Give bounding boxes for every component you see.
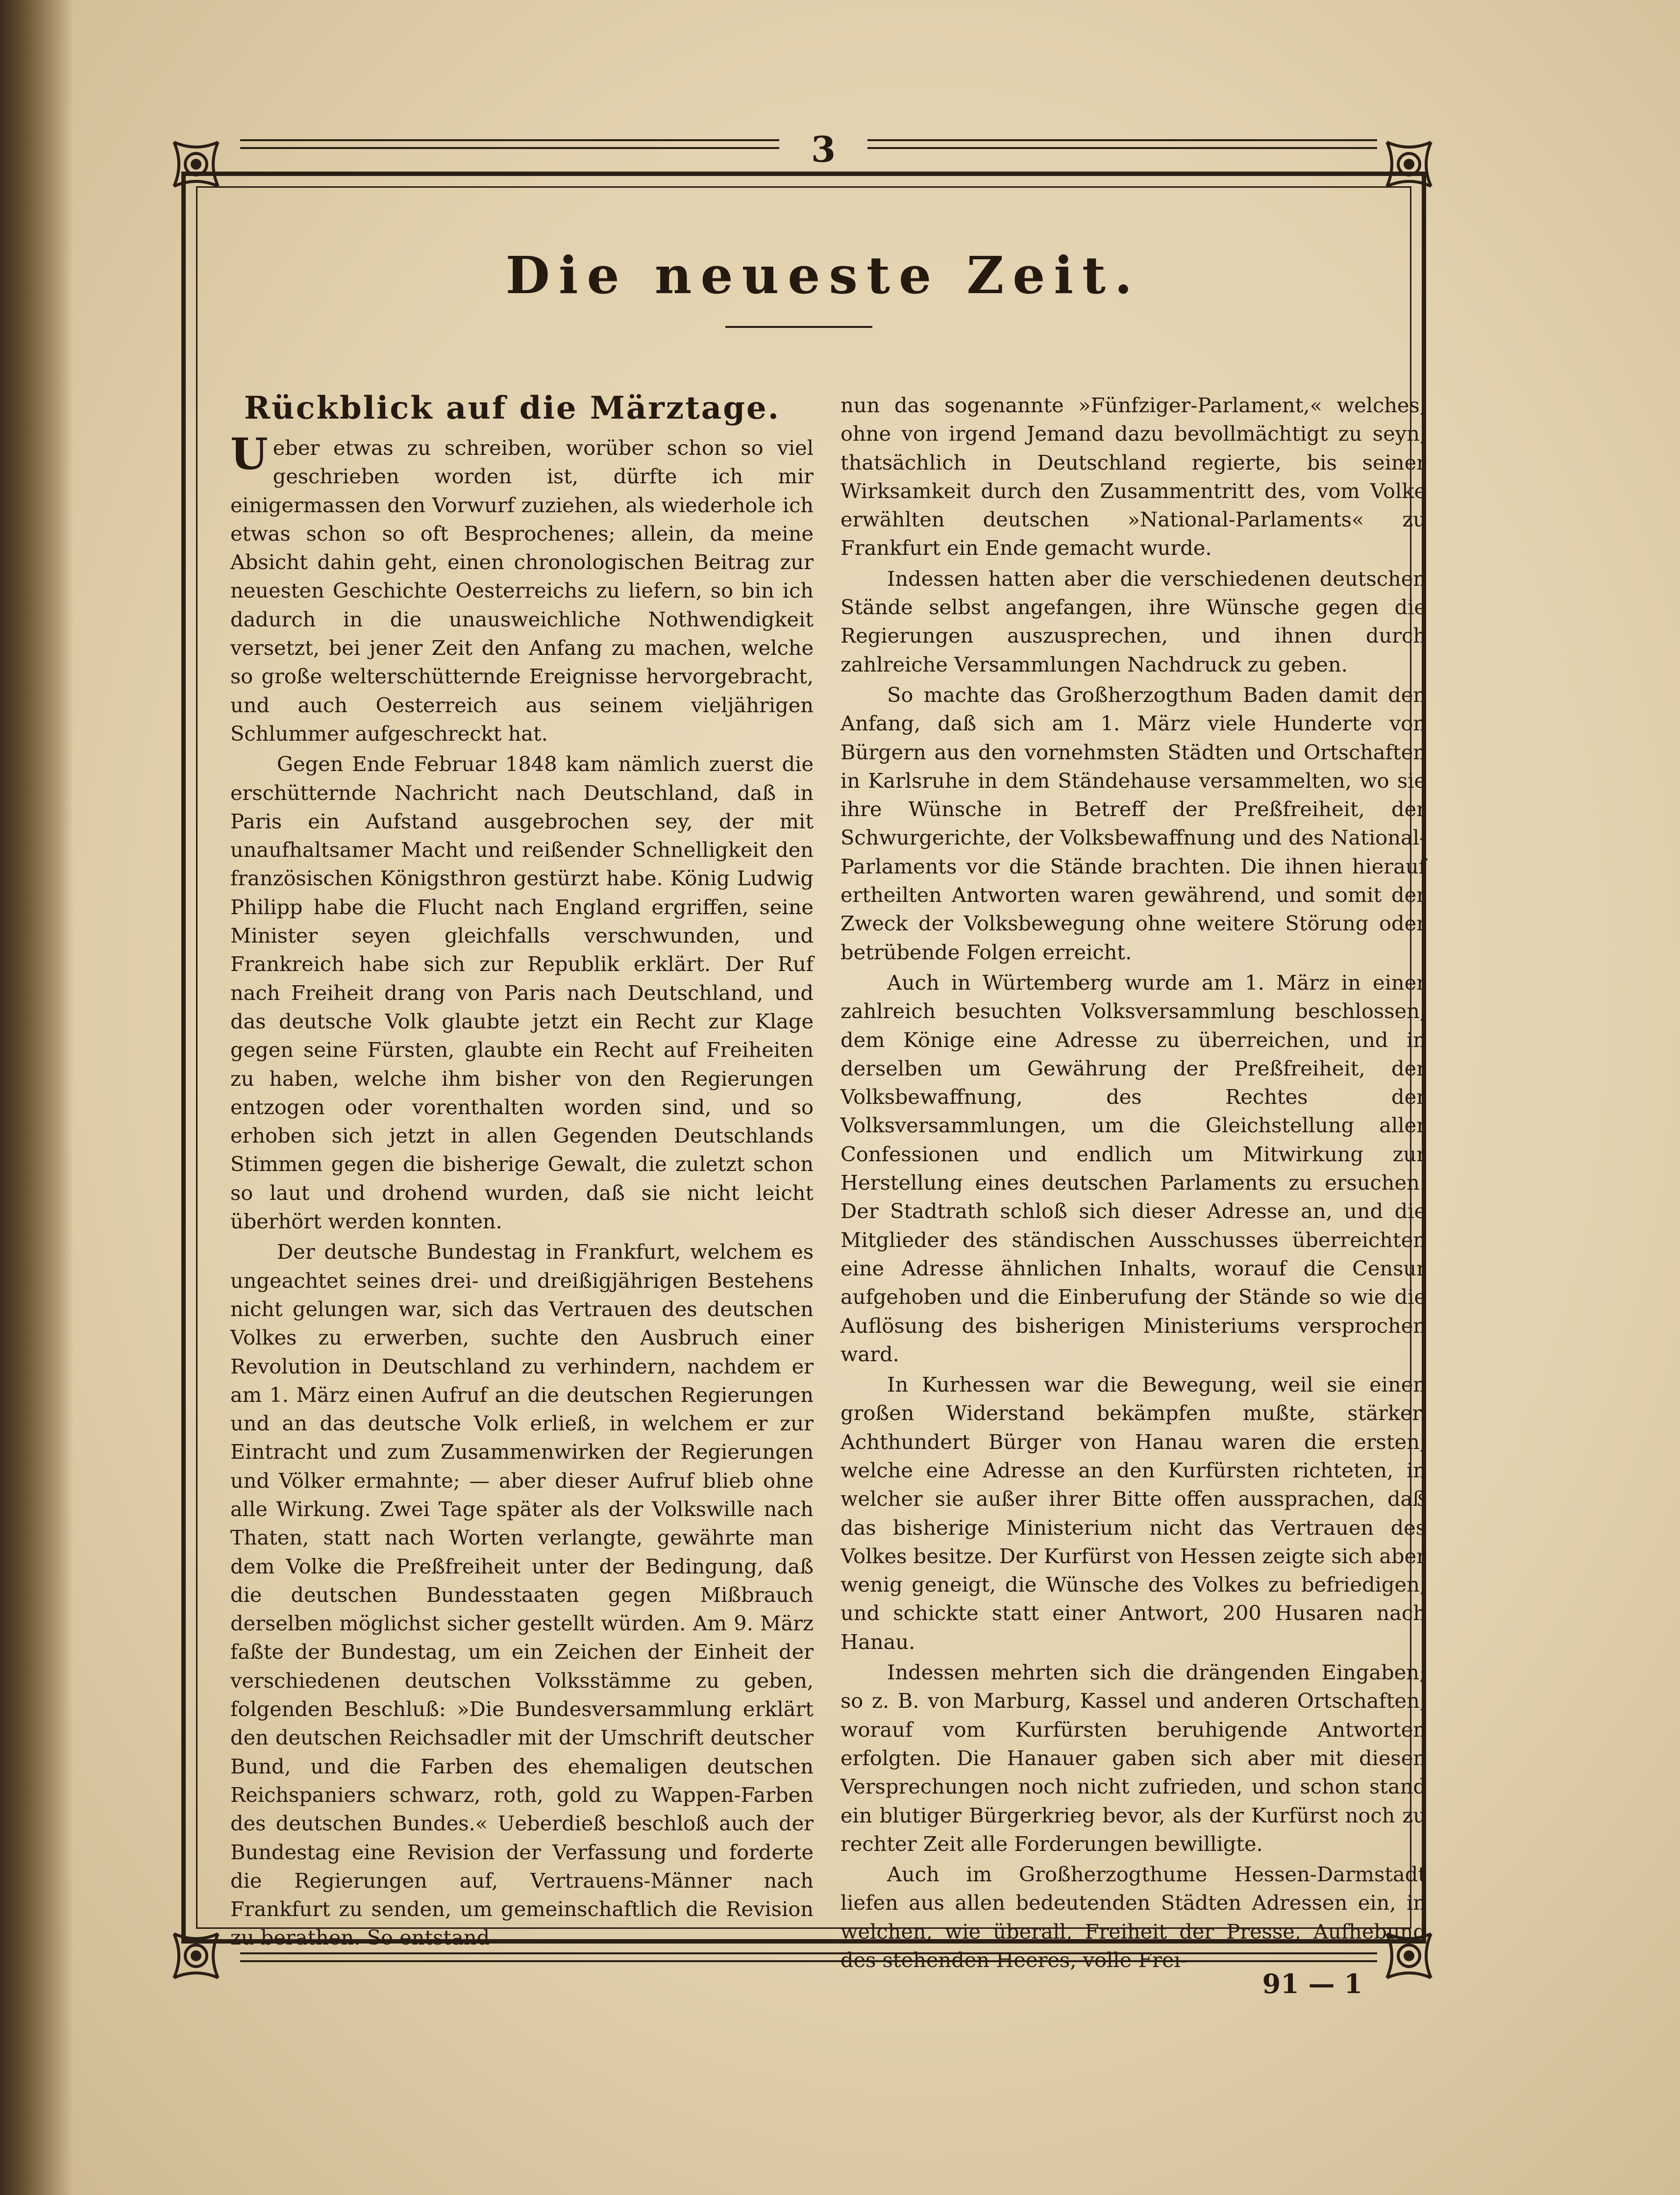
paragraph: Indessen hatten aber die verschiedenen deutschen Stände selbst angefangen, ihre Wünsche gegen die Regierungen auszusprechen, und ihnen durch zahlreiche Versammlungen Nachdruck zu geben. xyxy=(840,566,1426,676)
paragraph: Auch im Großherzogthume Hessen-Darmstadt liefen aus allen bedeutenden Städten Adressen ein, in welchen, wie überall, Freiheit der Presse, Aufhebung des stehenden Heeres, volle Frei- xyxy=(840,1862,1426,1972)
corner-ornament-icon xyxy=(164,132,228,196)
heading-divider xyxy=(725,326,872,328)
paragraph: Gegen Ende Februar 1848 kam nämlich zuerst die erschütternde Nachricht nach Deutschland, daß in Paris ein Aufstand ausgebrochen sey, der mit unaufhaltsamer Macht und reißender Schnelligkeit den französischen Königsthron gestürzt habe. König Ludwig Philipp habe die Flucht nach England ergriffen, seine Minister seyen gleichfalls verschwunden, und Frankreich habe sich zur Republik erklärt. Der Ruf nach Freiheit drang von Paris nach Deutschland, und das deutsche Volk glaubte jetzt ein Recht zur Klage gegen seine Fürsten, glaubte ein Recht auf Freiheiten zu haben, welche ihm bisher von den Regierungen entzogen oder vorenthalten worden sind, und so erhoben sich jetzt in allen Gegenden Deutschlands Stimmen gegen die bisherige Gewalt, die zuletzt schon so laut und drohend wurden, daß sie nicht leicht überhört werden konnten. xyxy=(230,752,814,1234)
top-rule-right xyxy=(867,139,1377,149)
corner-ornament-icon xyxy=(164,1924,228,1988)
paragraph: Auch in Würtemberg wurde am 1. März in einer zahlreich besuchten Volksversammlung beschlossen, dem Könige eine Adresse zu überreichen, und in derselben um Gewährung der Preßfreiheit, der Volksbewaffnung, des Rechtes der Volksversammlungen, um die Gleichstellung aller Confessionen und endlich um Mitwirkung zur Herstellung eines deutschen Parlaments zu ersuchen. Der Stadtrath schloß sich dieser Adresse an, und die Mitglieder des ständischen Ausschusses überreichten eine Adresse ähnlichen Inhalts, worauf die Censur aufgehoben und die Einberufung der Stände so wie die Auflösung des bisherigen Ministeriums versprochen ward. xyxy=(840,970,1426,1366)
right-column xyxy=(840,391,1426,1974)
book-gutter xyxy=(0,0,74,2195)
paragraph: Indessen mehrten sich die drängenden Eingaben; so z. B. von Marburg, Kassel und anderen Ortschaften, worauf vom Kurfürsten beruhigende Antworten erfolgten. Die Hanauer gaben sich aber mit diesen Versprechungen noch nicht zufrieden, und schon stand ein blutiger Bürgerkrieg bevor, als der Kurfürst noch zu rechter Zeit alle Forderungen bewilligte. xyxy=(840,1660,1426,1856)
page-number: 3 xyxy=(811,128,836,170)
drop-cap: U xyxy=(230,428,268,479)
paragraph-text: eber etwas zu schreiben, worüber schon so viel geschrieben worden ist, dürfte ich mir einigermassen den Vorwurf zuziehen, als wiederhole ich etwas schon so oft Besprochenes; allein, da meine Absicht dahin geht, einen chronologischen Beitrag zur neuesten Geschichte Oesterreichs zu liefern, so bin ich dadurch in die unausweichliche Nothwendigkeit versetzt, bei jener Zeit den Anfang zu machen, welche so große welterschütternde Ereignisse hervorgebracht, und auch Oesterreich aus seinem vieljährigen Schlummer aufgeschreckt hat. xyxy=(230,436,814,746)
printer-signature: 91 — 1 xyxy=(1262,1968,1362,1999)
paragraph: nun das sogenannte »Fünfziger-Parlament,« welches, ohne von irgend Jemand dazu bevollmächtigt zu seyn, thatsächlich in Deutschland regierte, bis seiner Wirksamkeit durch den Zusammentritt des, vom Volke erwählten deutschen »National-Parlaments« zu Frankfurt ein Ende gemacht wurde. xyxy=(840,393,1426,560)
section-heading: Die neueste Zeit. xyxy=(505,245,1141,305)
paragraph: So machte das Großherzogthum Baden damit den Anfang, daß sich am 1. März viele Hunderte von Bürgern aus den vornehmsten Städten und Ortschaften in Karlsruhe in dem Ständehause versammelten, wo sie ihre Wünsche in Betreff der Preßfreiheit, der Schwurgerichte, der Volksbewaffnung und des National-Parlaments vor die Stände brachten. Die ihnen hierauf ertheilten Antworten waren gewährend, und somit der Zweck der Volksbewegung ohne weitere Störung oder betrübende Folgen erreicht. xyxy=(840,682,1426,964)
corner-ornament-icon xyxy=(1377,132,1441,196)
left-column xyxy=(230,428,814,1952)
paragraph: Der deutsche Bundestag in Frankfurt, welchem es ungeachtet seines drei- und dreißigjährigen Bestehens nicht gelungen war, sich das Vertrauen des deutschen Volkes zu erwerben, suchte den Ausbruch einer Revolution in Deutschland zu verhindern, nachdem er am 1. März einen Aufruf an die deutschen Regierungen und an das deutsche Volk erließ, in welchem er zur Eintracht und zum Zusammenwirken der Regierungen und Völker ermahnte; — aber dieser Aufruf blieb ohne alle Wirkung. Zwei Tage später als der Volkswille nach Thaten, statt nach Worten verlangte, gewährte man dem Volke die Preßfreiheit unter der Bedingung, daß die deutschen Bundesstaaten gegen Mißbrauch derselben möglichst sicher gestellt würden. Am 9. März faßte der Bundestag, um ein Zeichen der Einheit der verschiedenen deutschen Volksstämme zu geben, folgenden Beschluß: »Die Bundesversammlung erklärt den deutschen Reichsadler mit der Umschrift deutscher Bund, und die Farben des ehemaligen deutschen Reichspaniers schwarz, roth, gold zu Wappen-Farben des deutschen Bundes.« Ueberdieß beschloß auch der Bundestag eine Revision der Verfassung und forderte die Regierungen auf, Vertrauens-Männer nach Frankfurt zu senden, um gemeinschaftlich die Revision zu berathen. So entstand xyxy=(230,1240,814,1950)
paragraph xyxy=(230,428,814,748)
article-title: Rückblick auf die Märztage. xyxy=(244,390,781,426)
top-rule-left xyxy=(240,139,779,149)
paragraph: In Kurhessen war die Bewegung, weil sie einen großen Widerstand bekämpfen mußte, stärker. Achthundert Bürger von Hanau waren die ersten, welche eine Adresse an den Kurfürsten richteten, in welcher sie außer ihrer Bitte offen aussprachen, daß das bisherige Ministerium nicht das Vertrauen des Volkes besitze. Der Kurfürst von Hessen zeigte sich aber wenig geneigt, die Wünsche des Volkes zu befriedigen, und schickte statt einer Antwort, 200 Husaren nach Hanau. xyxy=(840,1372,1426,1654)
